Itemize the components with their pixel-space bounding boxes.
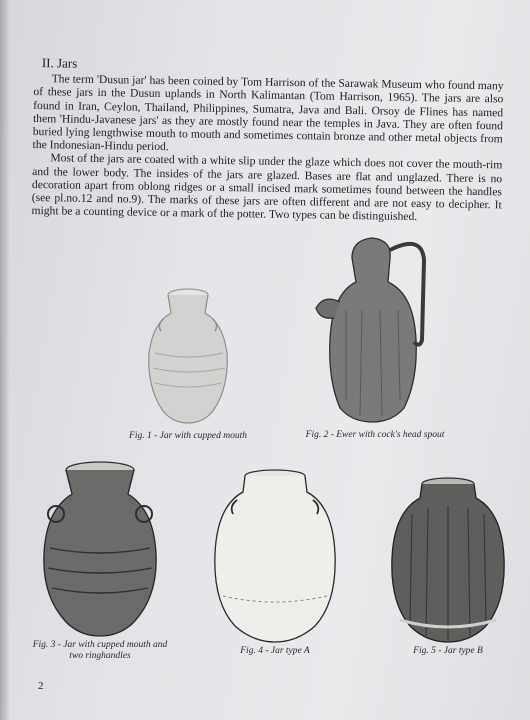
- jar-type-b-illustration: [388, 474, 508, 646]
- figure-4-caption: Fig. 4 - Jar type A: [240, 646, 310, 656]
- figure-3-caption: Fig. 3 - Jar with cupped mouth and two ringhandles: [32, 640, 168, 661]
- figure-5: [378, 474, 518, 657]
- jar-two-ringhandles-illustration: [36, 458, 164, 640]
- page-number: 2: [38, 680, 44, 692]
- ewer-cocks-head-illustration: [310, 230, 440, 430]
- paragraph-2: Most of the jars are coated with a white slip under the glaze which does not cover the mouth-rim and the lower body. The insides of the jars are glazed. Bases are flat and unglazed. There is no decoration apart from oblong ridges or a small incised mark sometimes found between the handles (see pl.no.12 and no.9). The marks of these jars are often different and are not easy to decipher. It might be a counting device or a mark of the potter. Two types can be distinguished.: [31, 151, 503, 224]
- text-block: [31, 56, 503, 225]
- figure-2: [290, 230, 460, 441]
- figure-3: [30, 458, 170, 662]
- figure-5-caption: Fig. 5 - Jar type B: [413, 646, 483, 656]
- paragraph-1: The term 'Dusun jar' has been coined by Tom Harrison of the Sarawak Museum who found many of these jars in the Dusun uplands in North Kalimantan (Tom Harrison, 1965). The jars are also found in Iran, Ceylon, Thailand, Philippines, Sumatra, Java and Bali. Orsoy de Flines has named them 'Hindu-Javanese jars' as they are mostly found near the temples in Java. They are often found buried lying lengthwise mouth to mouth and sometimes contain bronze and other metal objects from the Indonesian-Hindu period.: [32, 72, 504, 154]
- page-spine-shadow: [0, 0, 10, 720]
- figure-1-caption: Fig. 1 - Jar with cupped mouth: [129, 431, 247, 441]
- jar-cupped-mouth-illustration: [133, 283, 243, 431]
- figure-4: [200, 466, 350, 657]
- figure-1: [118, 283, 258, 442]
- section-heading: II. Jars: [41, 55, 78, 71]
- figure-2-caption: Fig. 2 - Ewer with cock's head spout: [305, 430, 445, 440]
- jar-type-a-illustration: [209, 466, 341, 646]
